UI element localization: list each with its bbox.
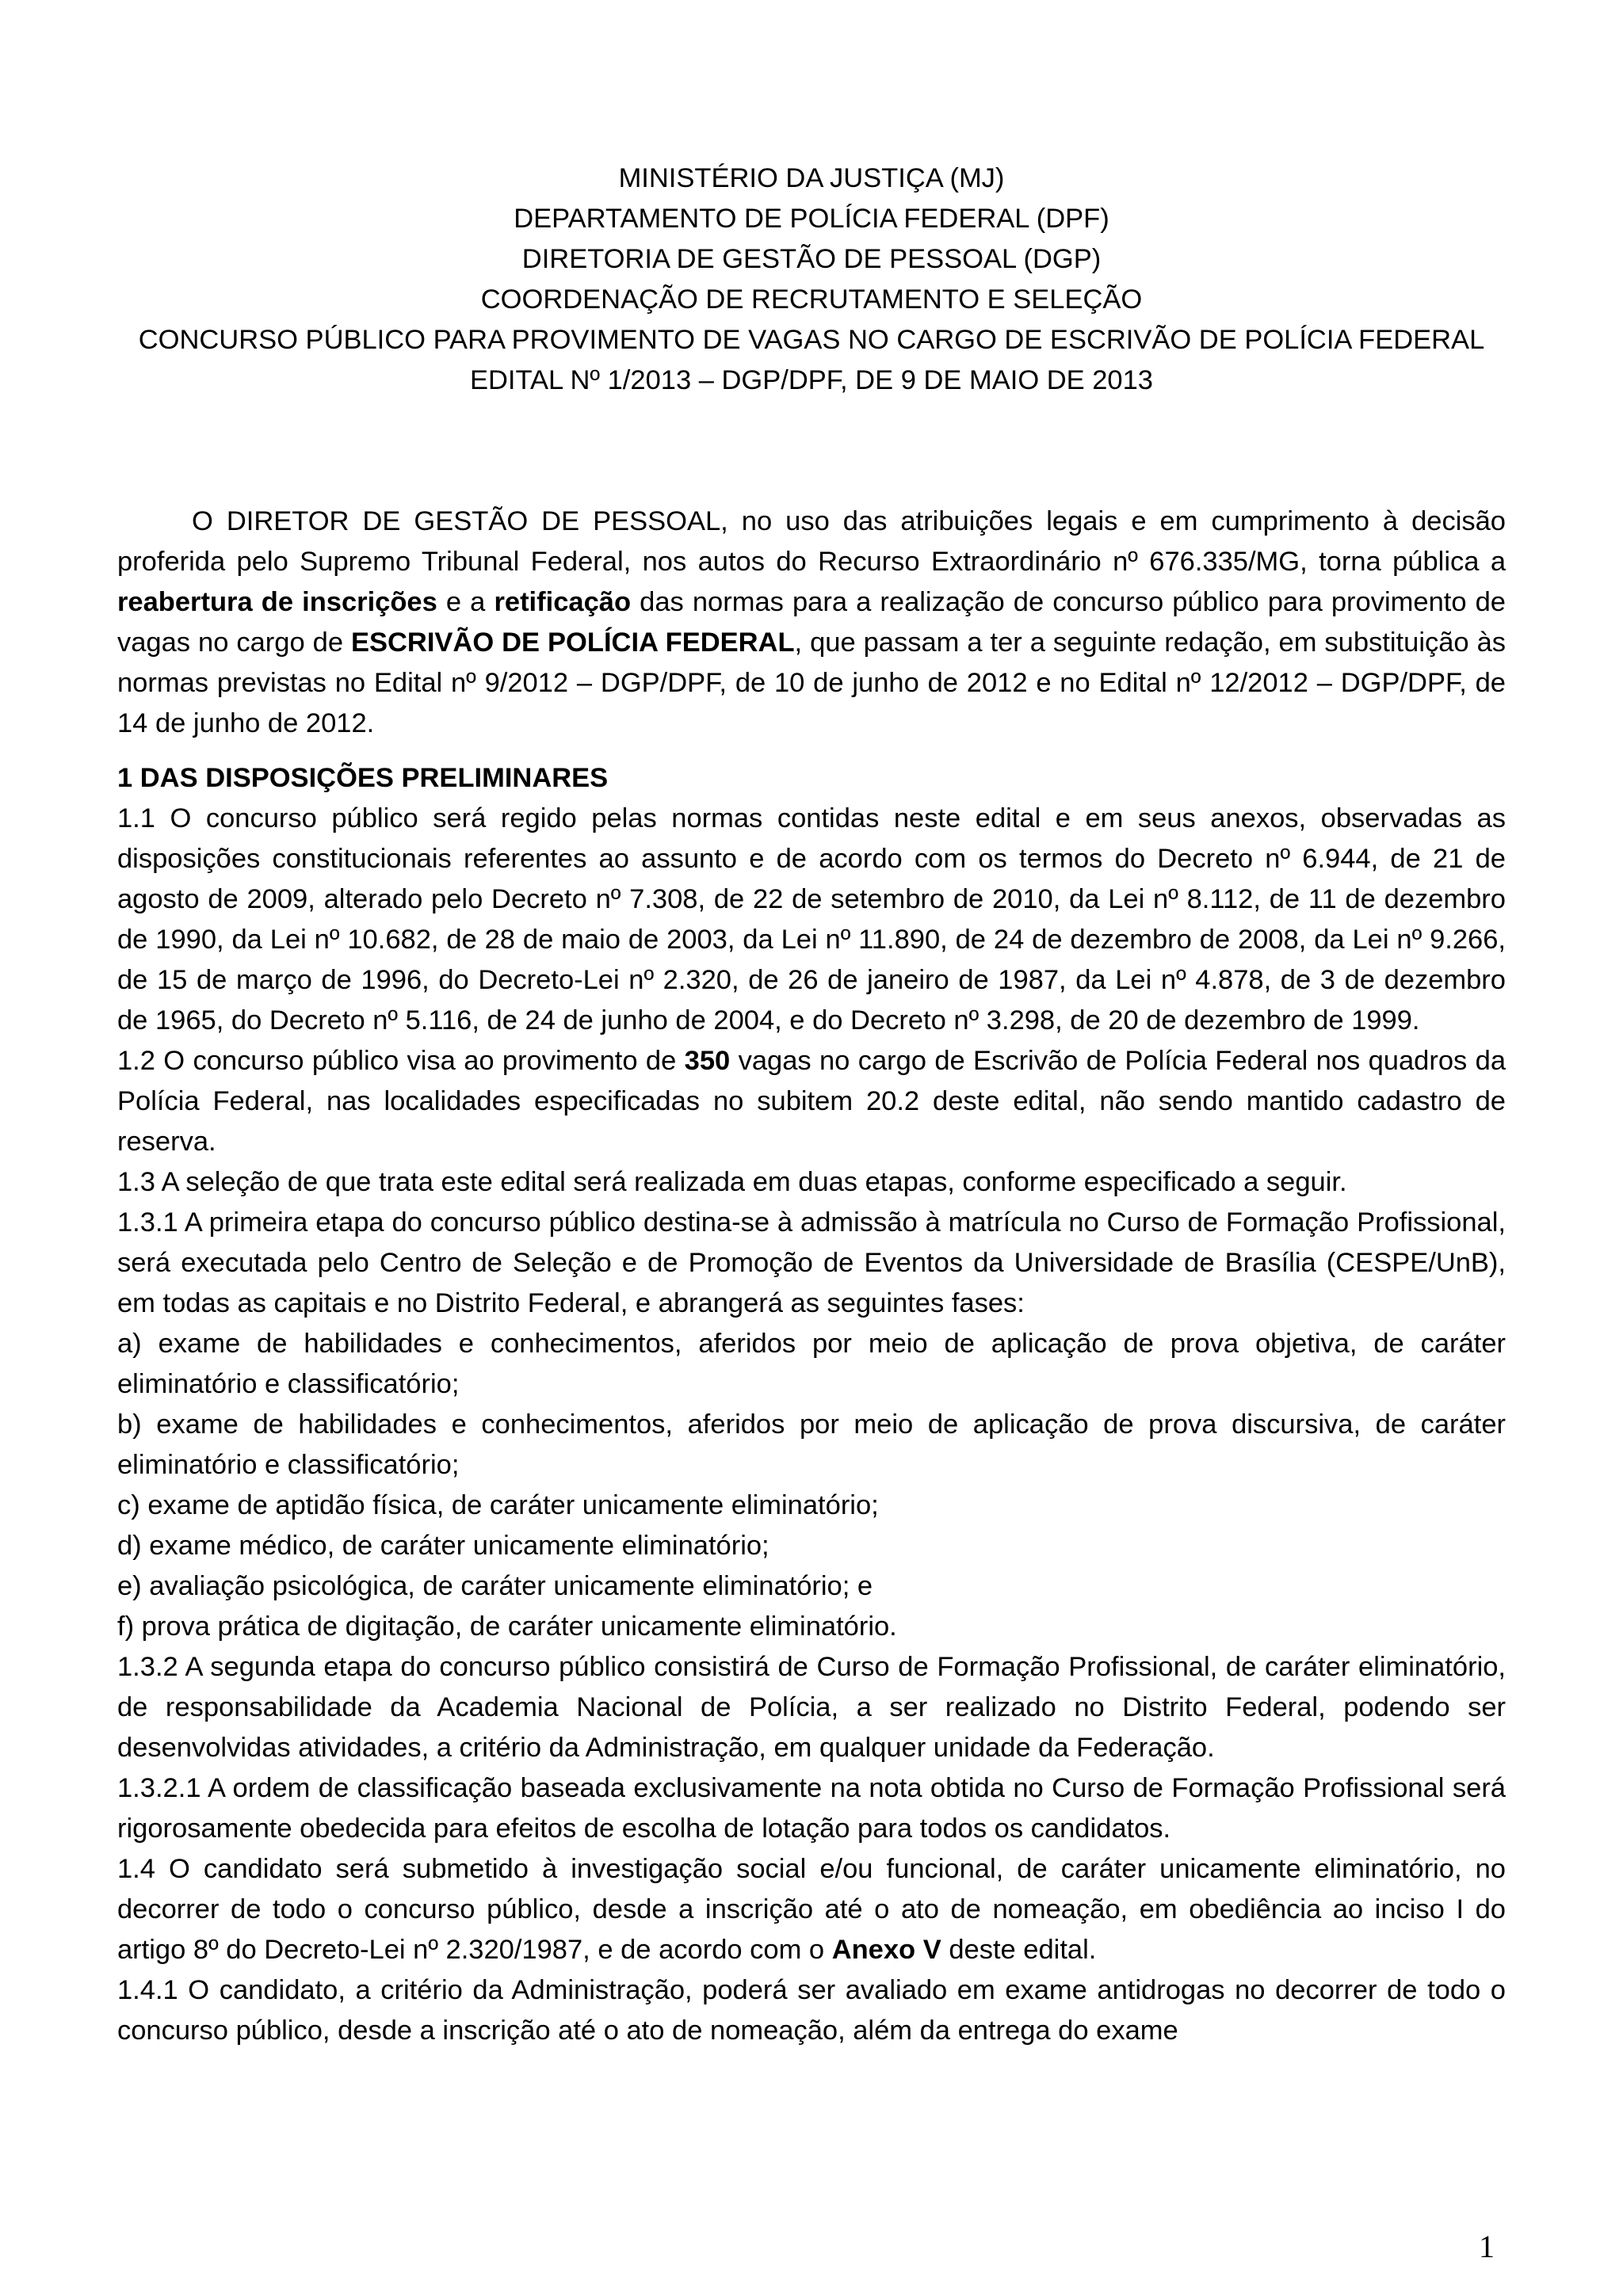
list-item-d: d) exame médico, de caráter unicamente eliminatório; <box>117 1531 769 1561</box>
document-header <box>117 158 1506 401</box>
paragraph-1-3-2: 1.3.2 A segunda etapa do concurso público consistirá de Curso de Formação Profissional, de caráter eliminatório, de responsabilidade da Academia Nacional de Polícia, a ser realizado no Distrito Federal, podendo ser desenvolvidas atividades, a critério da Administração, em qualquer unidade da Federação. <box>117 1652 1506 1763</box>
list-item-c: c) exame de aptidão física, de caráter unicamente eliminatório; <box>117 1490 879 1520</box>
paragraph-1-2-text-b: vagas no cargo de Escrivão de Polícia Federal nos quadros da Polícia Federal, nas localidades especificadas no subitem 20.2 deste edital, não sendo mantido cadastro de reserva. <box>117 1046 1506 1157</box>
header-contest-title: CONCURSO PÚBLICO PARA PROVIMENTO DE VAGAS NO CARGO DE ESCRIVÃO DE POLÍCIA FEDERAL <box>138 325 1485 355</box>
paragraph-1-3-1: 1.3.1 A primeira etapa do concurso público destina-se à admissão à matrícula no Curso de Formação Profissional, será executada pelo Centro de Seleção e de Promoção de Eventos da Universidade de Brasília (CESPE/UnB), em todas as capitais e no Distrito Federal, e abrangerá as seguintes fases: <box>117 1207 1506 1318</box>
paragraph-1-3: 1.3 A seleção de que trata este edital será realizada em duas etapas, conforme especificado a seguir. <box>117 1167 1347 1197</box>
list-item-e: e) avaliação psicológica, de caráter unicamente eliminatório; e <box>117 1571 873 1601</box>
header-coordination: COORDENAÇÃO DE RECRUTAMENTO E SELEÇÃO <box>480 284 1143 315</box>
intro-text-3: das normas para a realização de concurso público para provimento de vagas no cargo de <box>117 586 1506 658</box>
header-edital-number: EDITAL Nº 1/2013 – DGP/DPF, DE 9 DE MAIO DE 2013 <box>469 365 1153 395</box>
paragraph-1-4-1: 1.4.1 O candidato, a critério da Administração, poderá ser avaliado em exame antidrogas no decorrer de todo o concurso público, desde a inscrição até o ato de nomeação, além da entrega do exame <box>117 1975 1506 2046</box>
intro-text-2: e a <box>437 586 495 617</box>
page-number: 1 <box>1479 2229 1495 2264</box>
intro-bold-reopening: reabertura de inscrições <box>117 586 437 617</box>
paragraph-1-4-text-b: deste edital. <box>941 1935 1097 1965</box>
paragraph-1-4 <box>117 1849 1506 1970</box>
intro-bold-rectification: retificação <box>494 586 632 617</box>
section-heading: 1 DAS DISPOSIÇÕES PRELIMINARES <box>117 763 609 793</box>
header-department: DEPARTAMENTO DE POLÍCIA FEDERAL (DPF) <box>514 204 1109 234</box>
header-directorate: DIRETORIA DE GESTÃO DE PESSOAL (DGP) <box>521 244 1102 274</box>
paragraph-1-2-text-a: 1.2 O concurso público visa ao provimento de <box>117 1046 685 1076</box>
paragraph-1-2 <box>117 1041 1506 1162</box>
list-item-b: b) exame de habilidades e conhecimentos, aferidos por meio de aplicação de prova discursiva, de caráter eliminatório e classificatório; <box>117 1409 1506 1480</box>
intro-paragraph <box>117 502 1506 744</box>
intro-text-1: O DIRETOR DE GESTÃO DE PESSOAL, no uso das atribuições legais e em cumprimento à decisão proferida pelo Supremo Tribunal Federal, nos autos do Recurso Extraordinário nº 676.335/MG, torna pública a <box>117 505 1506 577</box>
annex-reference: Anexo V <box>831 1935 941 1965</box>
paragraph-1-4-text-a: 1.4 O candidato será submetido à investigação social e/ou funcional, de caráter unicamente eliminatório, no decorrer de todo o concurso público, desde a inscrição até o ato de nomeação, em obediência ao inciso I do artigo 8º do Decreto-Lei nº 2.320/1987, e de acordo com o <box>117 1854 1506 1965</box>
list-item-a: a) exame de habilidades e conhecimentos, aferidos por meio de aplicação de prova objetiva, de caráter eliminatório e classificatório; <box>117 1329 1506 1399</box>
header-ministry: MINISTÉRIO DA JUSTIÇA (MJ) <box>618 163 1005 193</box>
section-1 <box>117 758 1506 2051</box>
intro-text-4: , que passam a ter a seguinte redação, em substituição às normas previstas no Edital nº 9/2012 – DGP/DPF, de 10 de junho de 2012 e no Edital nº 12/2012 – DGP/DPF, de 14 de junho de 2012. <box>117 627 1507 738</box>
list-item-f: f) prova prática de digitação, de caráter unicamente eliminatório. <box>117 1611 897 1642</box>
intro-bold-position: ESCRIVÃO DE POLÍCIA FEDERAL <box>350 627 795 658</box>
vacancy-count: 350 <box>684 1046 731 1076</box>
paragraph-1-1: 1.1 O concurso público será regido pelas normas contidas neste edital e em seus anexos, observadas as disposições constitucionais referentes ao assunto e de acordo com os termos do Decreto nº 6.944, de 21 de agosto de 2009, alterado pelo Decreto nº 7.308, de 22 de setembro de 2010, da Lei nº 8.112, de 11 de dezembro de 1990, da Lei nº 10.682, de 28 de maio de 2003, da Lei nº 11.890, de 24 de dezembro de 2008, da Lei nº 9.266, de 15 de março de 1996, do Decreto-Lei nº 2.320, de 26 de janeiro de 1987, da Lei nº 4.878, de 3 de dezembro de 1965, do Decreto nº 5.116, de 24 de junho de 2004, e do Decreto nº 3.298, de 20 de dezembro de 1999. <box>117 803 1506 1035</box>
paragraph-1-3-2-1: 1.3.2.1 A ordem de classificação baseada exclusivamente na nota obtida no Curso de Formação Profissional será rigorosamente obedecida para efeitos de escolha de lotação para todos os candidatos. <box>117 1773 1506 1844</box>
